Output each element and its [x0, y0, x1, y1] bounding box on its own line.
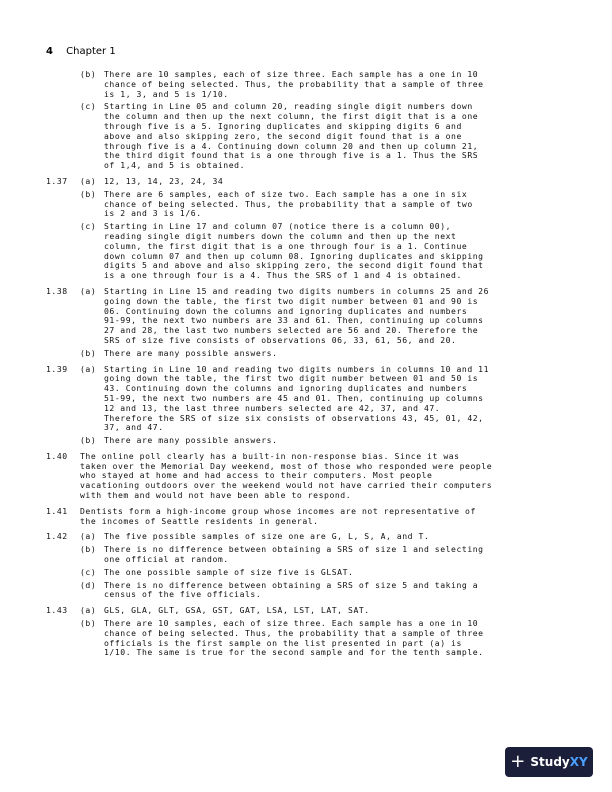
problem-part [80, 545, 546, 565]
problem-part [80, 532, 546, 542]
part-label: (b) [80, 435, 97, 446]
problem [46, 507, 546, 530]
page-header [46, 46, 116, 57]
problem-part [80, 452, 546, 501]
problem-part [80, 102, 546, 171]
part-text: Starting in Line 17 and column 07 (notice there is a column 00), reading single digit numbers down the column and then up the next column, the first digit that is a one through four is a 1. Continue down column 07 and then up column 08. Ignoring duplicates and skipping digits 5 and above and also skipping zero, the second digit found that is a one through four is a 4. Thus the SRS of 1 and 4 is obtained. [104, 221, 484, 281]
problem-part [80, 222, 546, 281]
part-label: (b) [80, 544, 97, 555]
part-label: (a) [80, 363, 97, 374]
problem [46, 606, 546, 661]
problem-part [80, 436, 546, 446]
brand-accent: XY [569, 755, 588, 769]
problem-body [80, 452, 546, 504]
chapter-title: Chapter 1 [66, 46, 116, 57]
problem [46, 365, 546, 449]
problem-part [80, 507, 546, 527]
problem-part [80, 568, 546, 578]
part-label: (a) [80, 531, 97, 542]
part-text: Dentists form a high-income group whose incomes are not representative of the incomes of Seattle residents in general. [80, 505, 476, 526]
part-label: (d) [80, 579, 97, 590]
part-label: (c) [80, 221, 97, 232]
part-text: The online poll clearly has a built-in non-response bias. Since it was taken over the Memorial Day weekend, most of those who responded were people who stayed at home and had access to their computers. Most people vacationing outdoors over the weekend would not have carried their computers with them and would not have been able to respond. [80, 450, 493, 501]
part-text: There are many possible answers. [104, 347, 278, 358]
problem-part [80, 287, 546, 346]
problem-number [46, 70, 80, 174]
part-text: Starting in Line 05 and column 20, reading single digit numbers down the column and then up the next column, the first digit that is a one through five is a 5. Ignoring duplicates and skipping digits 6 and above and also skipping zero, the second digit found that is a one through five is a 4. Continuing down column 20 and then up column 21, the third digit found that is a one through five is a 1. Thus the SRS of 1,4, and 5 is obtained. [104, 101, 479, 171]
part-text: There is no difference between obtaining a SRS of size 5 and taking a census of the five officials. [104, 579, 479, 600]
problem-part [80, 606, 546, 616]
problem-body [80, 70, 546, 174]
part-text: There are 10 samples, each of size three. Each sample has a one in 10 chance of being selected. Thus, the probability that a sample of three is 1, 3, and 5 is 1/10. [104, 69, 484, 99]
problem-number: 1.38 [46, 285, 68, 296]
studyxy-badge[interactable] [505, 747, 593, 777]
part-text: Starting in Line 10 and reading two digits numbers in columns 10 and 11 going down the table, the first two digit number between 01 and 50 is 43. Continuing down the columns and ignoring duplicates and numbers 51-99, the next two numbers are 45 and 01. Then, continuing up columns 12 and 13, the last three numbers selected are 42, 37, and 47. Therefore the SRS of size six consists of observations 43, 45, 01, 42, 37, and 47. [104, 363, 490, 433]
problem [46, 532, 546, 603]
plus-icon: + [510, 751, 526, 772]
problem-number: 1.39 [46, 363, 68, 374]
problem-body [80, 606, 546, 661]
problem-body [80, 365, 546, 449]
problem-part [80, 619, 546, 658]
problem-number: 1.43 [46, 605, 68, 616]
part-text: The five possible samples of size one are G, L, S, A, and T. [104, 531, 430, 542]
part-text: There are 10 samples, each of size three. Each sample has a one in 10 chance of being selected. Thus, the probability that a sample of three officials is the first sample on the list presented in part (a) is 1/10. The same is true for the second sample and for the tenth sample. [104, 618, 484, 658]
part-text: 12, 13, 14, 23, 24, 34 [104, 175, 224, 186]
problem-body [80, 532, 546, 603]
part-label: (c) [80, 101, 97, 112]
problem-body [80, 507, 546, 530]
problem-number: 1.42 [46, 531, 68, 542]
part-label: (a) [80, 175, 97, 186]
part-text: There is no difference between obtaining a SRS of size 1 and selecting one official at random. [104, 544, 484, 565]
page-number: 4 [46, 46, 53, 57]
brand-name: Study [530, 755, 570, 769]
problem-part [80, 581, 546, 601]
problem-number: 1.40 [46, 450, 68, 461]
problem [46, 287, 546, 362]
problem-part [80, 177, 546, 187]
problem-part [80, 365, 546, 434]
problem-body [80, 177, 546, 284]
part-label: (b) [80, 618, 97, 629]
part-label: (a) [80, 605, 97, 616]
part-text: GLS, GLA, GLT, GSA, GST, GAT, LSA, LST, LAT, SAT. [104, 605, 370, 616]
problem-part [80, 70, 546, 99]
problem [46, 70, 546, 174]
part-text: Starting in Line 15 and reading two digits numbers in columns 25 and 26 going down the table, the first two digit number between 01 and 90 is 06. Continuing down the columns and ignoring duplicates and numbers 91-99, the next two numbers are 33 and 61. Then, continuing up columns 27 and 28, the last two numbers selected are 56 and 20. Therefore the SRS of size five consists of observations 06, 33, 61, 56, and 20. [104, 285, 490, 345]
problem-part [80, 190, 546, 219]
part-text: There are many possible answers. [104, 435, 278, 446]
part-label: (b) [80, 347, 97, 358]
part-label: (b) [80, 69, 97, 79]
problem [46, 177, 546, 284]
part-label: (a) [80, 285, 97, 296]
problem [46, 452, 546, 504]
problem-part [80, 349, 546, 359]
part-text: The one possible sample of size five is GLSAT. [104, 566, 354, 577]
solutions-content [46, 70, 546, 664]
problem-number: 1.37 [46, 175, 68, 186]
problem-number: 1.41 [46, 505, 68, 516]
part-label: (c) [80, 566, 97, 577]
part-text: There are 6 samples, each of size two. Each sample has a one in six chance of being selected. Thus, the probability that a sample of two is 2 and 3 is 1/6. [104, 188, 473, 219]
part-label: (b) [80, 188, 97, 199]
problem-body [80, 287, 546, 362]
